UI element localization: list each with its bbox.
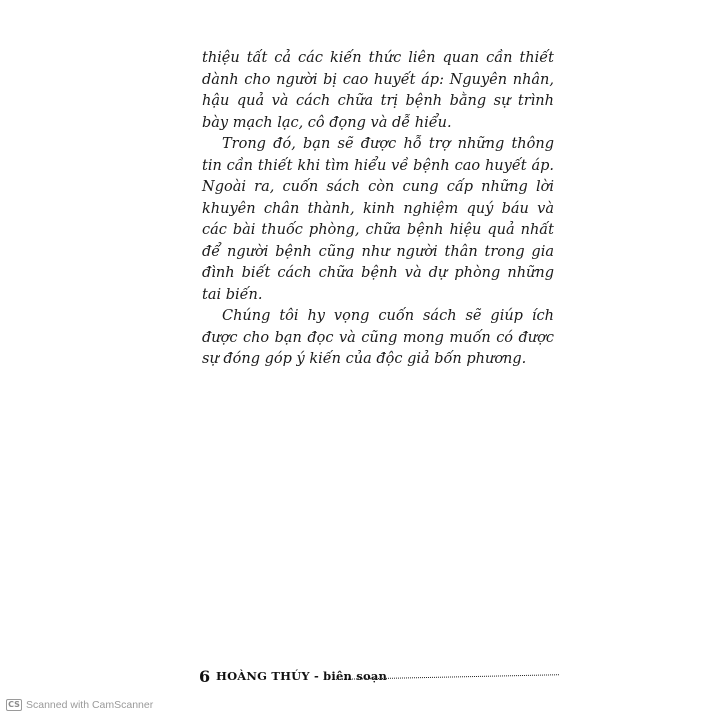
watermark-text: Scanned with CamScanner: [26, 699, 154, 711]
paragraph-continued: thiệu tất cả các kiến thức liên quan cần thiết dành cho người bị cao huyết áp: Nguyên nhân, hậu quả và cách chữa trị bệnh bằng sự trình bày mạch lạc, cô đọng và dễ hiểu.: [202, 50, 554, 131]
page-footer: [199, 665, 559, 689]
page-number: 6: [199, 667, 211, 686]
paragraph-closing: Chúng tôi hy vọng cuốn sách sẽ giúp ích được cho bạn đọc và cũng mong muốn có được sự đóng góp ý kiến của độc giả bốn phương.: [202, 308, 554, 367]
paragraph-info: Trong đó, bạn sẽ được hỗ trợ những thông tin cần thiết khi tìm hiểu về bệnh cao huyết áp. Ngoài ra, cuốn sách còn cung cấp những lời khuyên chân thành, kinh nghiệm quý báu và các bài thuốc phòng, chữa bệnh hiệu quả nhất để người bệnh cũng như người thân trong gia đình biết cách chữa bệnh và dự phòng những tai biến.: [202, 136, 554, 303]
footer-author: HOÀNG THÚY - biên soạn: [216, 669, 388, 683]
camscanner-watermark: [6, 697, 153, 713]
body-text: [202, 48, 554, 371]
camscanner-logo-icon: CS: [6, 699, 22, 711]
